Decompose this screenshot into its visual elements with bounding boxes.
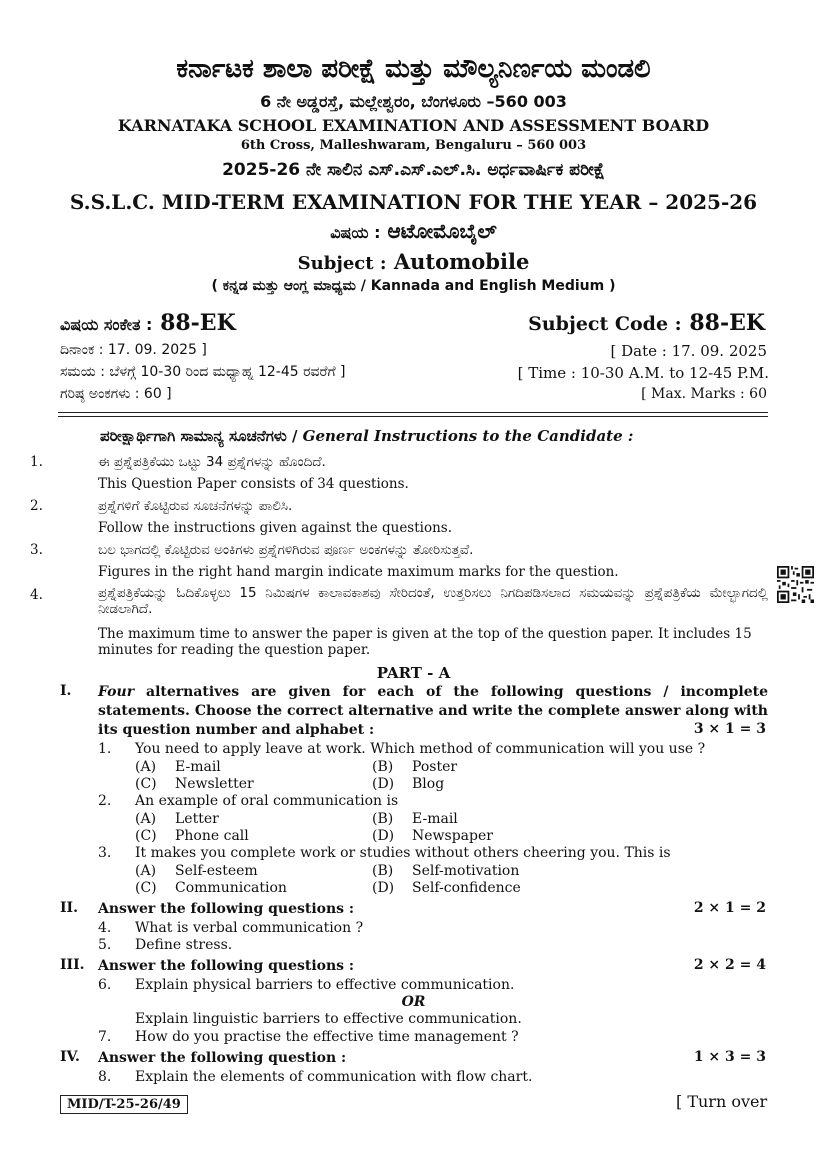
instruction-english: Figures in the right hand margin indicate maximum marks for the question. bbox=[98, 564, 619, 580]
subject-label-kannada: ವಿಷಯ : bbox=[330, 223, 381, 242]
instruction-number: 1. bbox=[30, 454, 43, 470]
exam-title-kannada: 2025-26 ನೇ ಸಾಲಿನ ಎಸ್.ಎಸ್.ಎಲ್.ಸಿ. ಅರ್ಧವಾರ್ಷಿಕ ಪರೀಕ್ಷೆ bbox=[222, 160, 605, 180]
time-kannada: ಸಮಯ : ಬೆಳಗ್ಗೆ 10-30 ರಿಂದ ಮಧ್ಯಾಹ್ನ 12-45 ರವರೆಗೆ ] bbox=[60, 364, 346, 380]
option bbox=[372, 863, 519, 879]
option-label: (B) bbox=[372, 811, 394, 827]
subject-code-right bbox=[528, 310, 765, 336]
option-label: (B) bbox=[372, 759, 394, 775]
option bbox=[372, 880, 521, 896]
section-iii-instruction: Answer the following questions : bbox=[98, 958, 355, 974]
question-number: 6. bbox=[98, 977, 112, 993]
option bbox=[135, 863, 258, 879]
section-marks: 1 × 3 = 3 bbox=[693, 1049, 766, 1065]
question-text-alternative: Explain linguistic barriers to effective communication. bbox=[135, 1011, 522, 1027]
option bbox=[372, 811, 458, 827]
option-text: Letter bbox=[175, 811, 219, 827]
section-number: IV. bbox=[60, 1049, 80, 1065]
instruction-rest: alternatives are given for each of the following questions / incomplete statements. Choose the correct alternative and write the complete answer along with its question number and alphabet : bbox=[98, 684, 768, 738]
option bbox=[135, 828, 249, 844]
option-text: E-mail bbox=[412, 811, 458, 827]
question-text: How do you practise the effective time management ? bbox=[135, 1029, 519, 1045]
instruction-emphasis: Four bbox=[98, 684, 135, 700]
question-number: 4. bbox=[98, 920, 112, 936]
instruction-english: The maximum time to answer the paper is given at the top of the question paper. It includes 15 minutes for reading the question paper. bbox=[98, 626, 752, 658]
exam-title-english: S.S.L.C. MID-TERM EXAMINATION FOR THE YEAR – 2025-26 bbox=[69, 190, 758, 214]
question-number: 2. bbox=[98, 793, 112, 809]
instruction-kannada: ಪ್ರಶ್ನೆಪತ್ರಿಕೆಯನ್ನು ಓದಿಕೊಳ್ಳಲು 15 ನಿಮಿಷಗಳ ಕಾಲಾವಕಾಶವು ಸೇರಿದಂತೆ, ಉತ್ತರಿಸಲು ನಿಗದಿಪಡಿಸಲಾದ ಸಮಯವನ್ನು ಪ್ರಶ್ನೆಪತ್ರಿಕೆಯ ಮೇಲ್ಭಾಗದಲ್ಲಿ ನೀಡಲಾಗಿದೆ. bbox=[98, 585, 768, 617]
question-text: An example of oral communication is bbox=[135, 793, 399, 809]
option bbox=[372, 776, 444, 792]
question-text: Explain the elements of communication with flow chart. bbox=[135, 1069, 533, 1085]
subject-english: Automobile bbox=[393, 249, 530, 274]
subject-code-left bbox=[60, 310, 236, 336]
option bbox=[372, 759, 457, 775]
question-number: 7. bbox=[98, 1029, 112, 1045]
or-separator: OR bbox=[401, 994, 426, 1010]
option-text: Newspaper bbox=[412, 828, 493, 844]
option-text: Newsletter bbox=[175, 776, 254, 792]
max-marks-kannada: ಗರಿಷ್ಠ ಅಂಕಗಳು : 60 ] bbox=[60, 386, 172, 402]
section-i-instruction bbox=[98, 683, 768, 740]
option-text: Self-esteem bbox=[175, 863, 258, 879]
part-a-title: PART - A bbox=[376, 664, 451, 682]
question-text: You need to apply leave at work. Which method of communication will you use ? bbox=[135, 741, 706, 757]
instruction-kannada: ಪ್ರಶ್ನೆಗಳಿಗೆ ಕೊಟ್ಟಿರುವ ಸೂಚನೆಗಳನ್ನು ಪಾಲಿಸಿ. bbox=[98, 498, 293, 514]
option bbox=[135, 759, 221, 775]
question-text: What is verbal communication ? bbox=[135, 920, 364, 936]
qr-code-icon bbox=[777, 566, 814, 603]
board-name-kannada: ಕರ್ನಾಟಕ ಶಾಲಾ ಪರೀಕ್ಷೆ ಮತ್ತು ಮೌಲ್ಯನಿರ್ಣಯ ಮಂಡಲಿ bbox=[176, 54, 651, 84]
option-label: (C) bbox=[135, 776, 157, 792]
option-text: Communication bbox=[175, 880, 287, 896]
subject-kannada-line bbox=[0, 219, 827, 243]
section-number: I. bbox=[60, 683, 72, 699]
option bbox=[372, 828, 493, 844]
section-marks: 2 × 1 = 2 bbox=[693, 900, 766, 916]
question-number: 1. bbox=[98, 741, 112, 757]
address-kannada: 6 ನೇ ಅಡ್ಡರಸ್ತೆ, ಮಲ್ಲೇಶ್ವರಂ, ಬೆಂಗಳೂರು –560 003 bbox=[260, 92, 567, 111]
option-label: (C) bbox=[135, 880, 157, 896]
subject-english-line bbox=[0, 249, 827, 274]
question-text: It makes you complete work or studies without others cheering you. This is bbox=[135, 845, 671, 861]
question-number: 5. bbox=[98, 937, 112, 953]
divider-top bbox=[58, 412, 768, 413]
board-name-english: KARNATAKA SCHOOL EXAMINATION AND ASSESSMENT BOARD bbox=[117, 116, 710, 135]
section-marks: 3 × 1 = 3 bbox=[693, 721, 766, 737]
divider-top-second bbox=[58, 416, 768, 417]
option bbox=[135, 776, 254, 792]
question-number: 8. bbox=[98, 1069, 112, 1085]
instruction-english: Follow the instructions given against the questions. bbox=[98, 520, 453, 536]
paper-code-badge: MID/T-25-26/49 bbox=[60, 1095, 188, 1114]
turn-over-label: [ Turn over bbox=[676, 1092, 768, 1111]
instruction-number: 4. bbox=[30, 587, 43, 603]
medium-line: ( ಕನ್ನಡ ಮತ್ತು ಆಂಗ್ಲ ಮಾಧ್ಯಮ / Kannada and English Medium ) bbox=[211, 278, 616, 294]
time-english: [ Time : 10-30 A.M. to 12-45 P.M. bbox=[517, 364, 769, 382]
instruction-english: This Question Paper consists of 34 questions. bbox=[98, 476, 409, 492]
date-kannada: ದಿನಾಂಕ : 17. 09. 2025 ] bbox=[60, 342, 207, 358]
instructions-title-english: General Instructions to the Candidate : bbox=[302, 427, 634, 445]
section-number: III. bbox=[60, 957, 85, 973]
instruction-kannada: ಈ ಪ್ರಶ್ನೆಪತ್ರಿಕೆಯು ಒಟ್ಟು 34 ಪ್ರಶ್ನೆಗಳನ್ನು ಹೊಂದಿದೆ. bbox=[98, 454, 326, 470]
section-marks: 2 × 2 = 4 bbox=[693, 957, 766, 973]
option-text: Phone call bbox=[175, 828, 249, 844]
instruction-number: 2. bbox=[30, 498, 43, 514]
option-label: (A) bbox=[135, 863, 157, 879]
option-text: Poster bbox=[412, 759, 458, 775]
option bbox=[135, 880, 287, 896]
code-label-kannada: ವಿಷಯ ಸಂಕೇತ : bbox=[60, 315, 153, 334]
section-ii-instruction: Answer the following questions : bbox=[98, 901, 355, 917]
code-value-left: 88-EK bbox=[160, 310, 236, 336]
question-number: 3. bbox=[98, 845, 112, 861]
option-text: Self-confidence bbox=[412, 880, 521, 896]
address-english: 6th Cross, Malleshwaram, Bengaluru – 560 003 bbox=[240, 138, 587, 153]
question-text: Define stress. bbox=[135, 937, 233, 953]
option-text: Blog bbox=[412, 776, 445, 792]
code-value-right: 88-EK bbox=[689, 310, 765, 336]
option-label: (D) bbox=[372, 828, 395, 844]
option bbox=[135, 811, 219, 827]
option-text: E-mail bbox=[175, 759, 221, 775]
option-label: (A) bbox=[135, 811, 157, 827]
option-text: Self-motivation bbox=[412, 863, 520, 879]
instruction-kannada: ಬಲ ಭಾಗದಲ್ಲಿ ಕೊಟ್ಟಿರುವ ಅಂಕಿಗಳು ಪ್ರಶ್ನೆಗಳಿಗಿರುವ ಪೂರ್ಣ ಅಂಕಗಳನ್ನು ತೋರಿಸುತ್ತವೆ. bbox=[98, 542, 474, 558]
date-english: [ Date : 17. 09. 2025 bbox=[610, 342, 767, 360]
instructions-title-kannada: ಪರೀಕ್ಷಾರ್ಥಿಗಾಗಿ ಸಾಮಾನ್ಯ ಸೂಚನೆಗಳು / bbox=[100, 427, 303, 445]
code-label-english: Subject Code : bbox=[528, 313, 682, 335]
subject-kannada: ಆಟೋಮೊಬೈಲ್ bbox=[387, 219, 497, 243]
option-label: (A) bbox=[135, 759, 157, 775]
section-number: II. bbox=[60, 900, 78, 916]
subject-label-english: Subject : bbox=[297, 253, 387, 274]
instructions-title bbox=[100, 427, 633, 445]
instruction-number: 3. bbox=[30, 542, 43, 558]
option-label: (D) bbox=[372, 776, 395, 792]
option-label: (D) bbox=[372, 880, 395, 896]
section-iv-instruction: Answer the following question : bbox=[98, 1050, 347, 1066]
max-marks-english: [ Max. Marks : 60 bbox=[641, 386, 767, 402]
option-label: (B) bbox=[372, 863, 394, 879]
option-label: (C) bbox=[135, 828, 157, 844]
question-text: Explain physical barriers to effective communication. bbox=[135, 977, 515, 993]
